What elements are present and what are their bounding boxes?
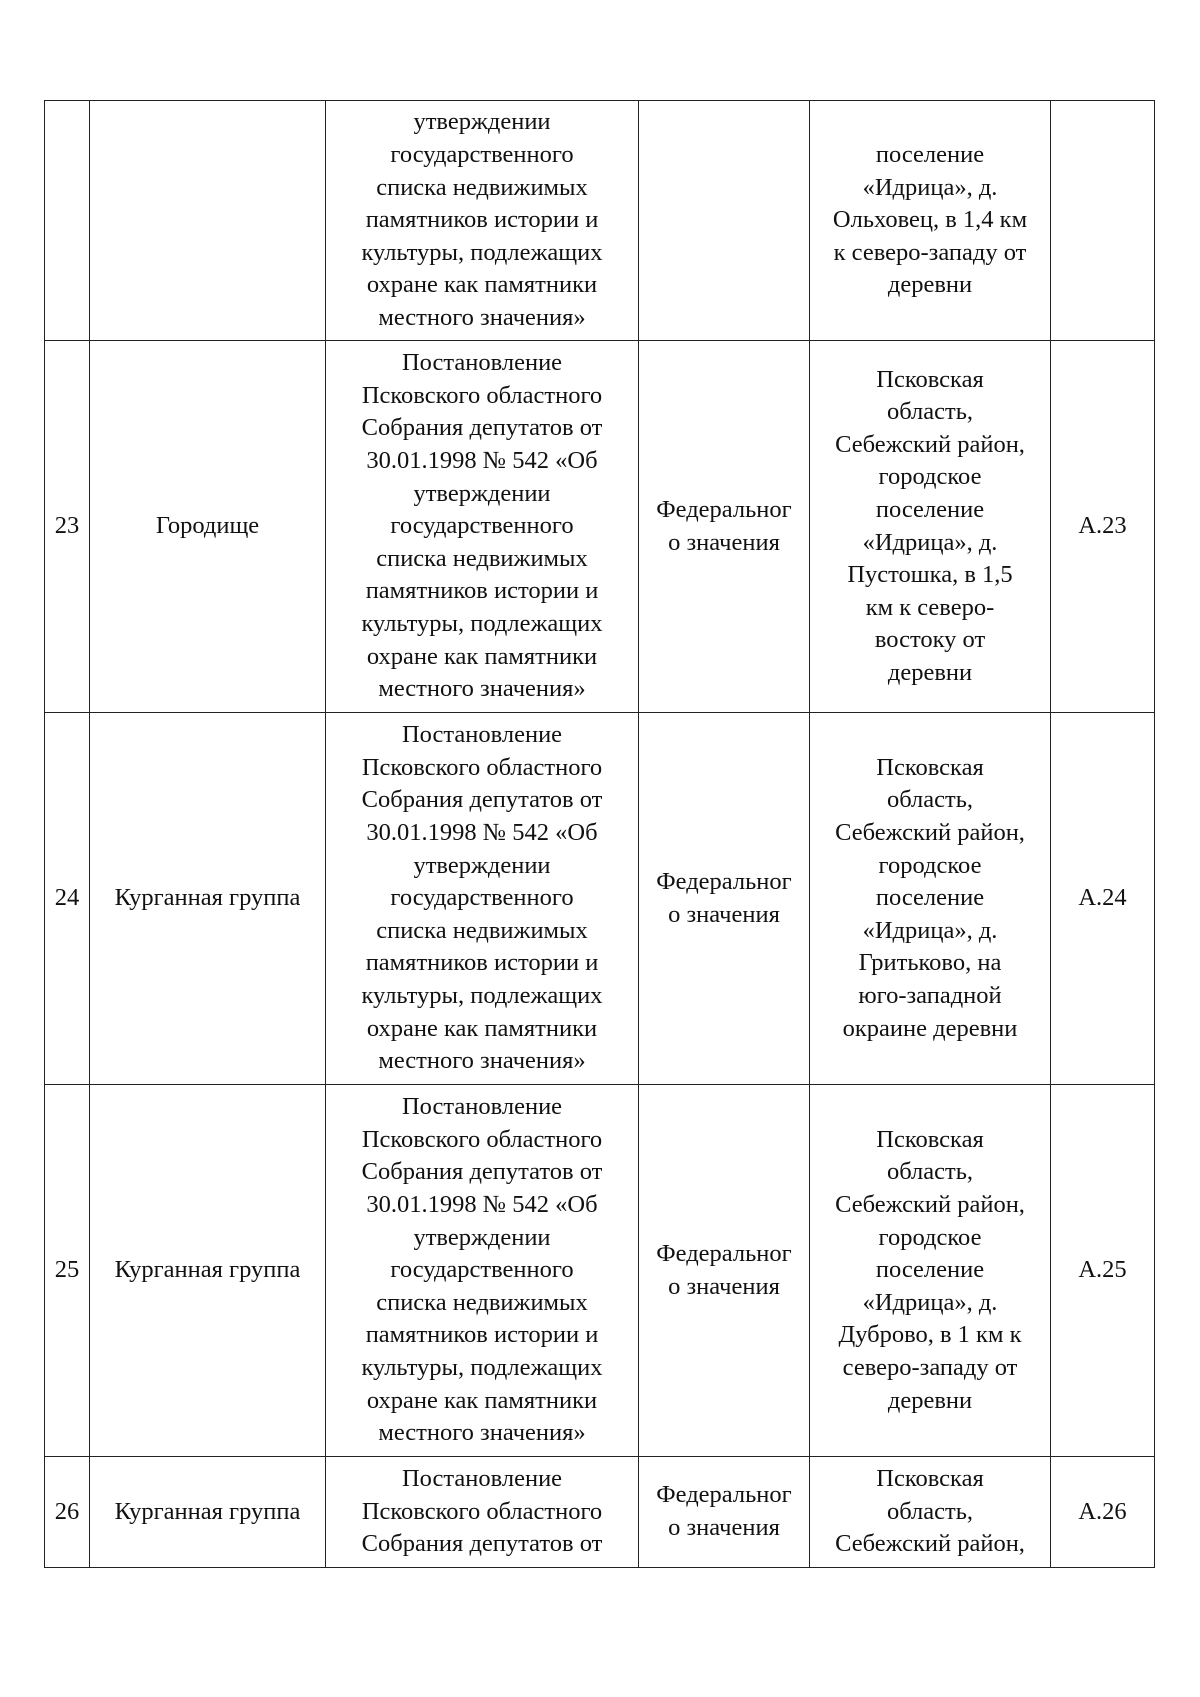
cell-category xyxy=(639,713,810,1085)
category-line: Федеральног xyxy=(656,1239,792,1267)
cell-location xyxy=(810,341,1051,713)
document-line: Постановление xyxy=(401,1093,563,1121)
location-line: поселение xyxy=(875,495,985,523)
cell-code: А.23 xyxy=(1051,341,1155,713)
document-line: Собрания депутатов от xyxy=(361,1530,603,1558)
table-row xyxy=(45,1085,1155,1457)
location-line: область, xyxy=(886,786,974,814)
location-line: окраине деревни xyxy=(842,1014,1018,1042)
location-line: Псковская xyxy=(876,753,984,781)
document-line: местного значения» xyxy=(378,675,586,703)
document-line: государственного xyxy=(390,884,574,912)
location-line: юго-западной xyxy=(858,981,1002,1009)
cell-number: 25 xyxy=(45,1085,90,1457)
cell-document xyxy=(326,341,639,713)
document-line: государственного xyxy=(390,141,574,169)
cell-name: Курганная группа xyxy=(90,1457,326,1568)
cell-name: Курганная группа xyxy=(90,713,326,1085)
document-line: Псковского областного xyxy=(361,753,603,781)
cell-category xyxy=(639,1457,810,1568)
document-line: Псковского областного xyxy=(361,1125,603,1153)
location-line: городское xyxy=(878,463,982,491)
location-line: «Идрица», д. xyxy=(862,916,998,944)
location-line: поселение xyxy=(875,1256,985,1284)
document-line: утверждении xyxy=(413,479,551,507)
cell-number xyxy=(45,101,90,341)
location-line: к северо-западу от xyxy=(833,238,1027,266)
location-line: Себежский район, xyxy=(835,819,1025,847)
location-line: область, xyxy=(886,1158,974,1186)
location-line: Пустошка, в 1,5 xyxy=(847,561,1013,589)
cell-category xyxy=(639,341,810,713)
location-line: км к северо- xyxy=(865,593,995,621)
table-row xyxy=(45,713,1155,1085)
cell-location xyxy=(810,1457,1051,1568)
location-line: Дуброво, в 1 км к xyxy=(838,1321,1022,1349)
document-line: охране как памятники xyxy=(366,1014,598,1042)
location-line: поселение xyxy=(875,141,985,169)
monuments-table xyxy=(44,100,1155,1568)
category-line: Федеральног xyxy=(656,1481,792,1509)
document-line: государственного xyxy=(390,512,574,540)
category-line: о значения xyxy=(668,1272,780,1300)
cell-location xyxy=(810,713,1051,1085)
document-line: Постановление xyxy=(401,721,563,749)
location-line: городское xyxy=(878,851,982,879)
location-line: северо-западу от xyxy=(842,1353,1018,1381)
cell-number: 26 xyxy=(45,1457,90,1568)
cell-code: А.25 xyxy=(1051,1085,1155,1457)
document-line: культуры, подлежащих xyxy=(361,981,603,1009)
category-line: Федеральног xyxy=(656,495,792,523)
location-line: «Идрица», д. xyxy=(862,1288,998,1316)
cell-document xyxy=(326,101,639,341)
document-line: культуры, подлежащих xyxy=(361,238,603,266)
location-line: Псковская xyxy=(876,1125,984,1153)
document-line: памятников истории и xyxy=(365,949,599,977)
document-line: местного значения» xyxy=(378,1419,586,1447)
document-line: местного значения» xyxy=(378,303,586,331)
document-line: охране как памятники xyxy=(366,642,598,670)
document-line: утверждении xyxy=(413,108,551,136)
document-line: Собрания депутатов от xyxy=(361,414,603,442)
category-line: о значения xyxy=(668,528,780,556)
cell-document xyxy=(326,1457,639,1568)
document-line: Собрания депутатов от xyxy=(361,786,603,814)
cell-category xyxy=(639,101,810,341)
location-line: Псковская xyxy=(876,1465,984,1493)
document-line: государственного xyxy=(390,1256,574,1284)
document-line: культуры, подлежащих xyxy=(361,609,603,637)
document-line: 30.01.1998 № 542 «Об xyxy=(366,819,598,847)
table-row xyxy=(45,101,1155,341)
document-line: охране как памятники xyxy=(366,271,598,299)
location-line: «Идрица», д. xyxy=(862,173,998,201)
location-line: поселение xyxy=(875,884,985,912)
document-line: списка недвижимых xyxy=(376,1288,588,1316)
cell-number: 24 xyxy=(45,713,90,1085)
document-line: 30.01.1998 № 542 «Об xyxy=(366,1191,598,1219)
document-line: списка недвижимых xyxy=(376,916,588,944)
location-line: деревни xyxy=(887,658,973,686)
cell-name: Городище xyxy=(90,341,326,713)
cell-document xyxy=(326,713,639,1085)
location-line: «Идрица», д. xyxy=(862,528,998,556)
category-line: Федеральног xyxy=(656,867,792,895)
location-line: Ольховец, в 1,4 км xyxy=(832,206,1028,234)
category-line: о значения xyxy=(668,1514,780,1541)
document-line: утверждении xyxy=(413,1223,551,1251)
location-line: Себежский район, xyxy=(835,1191,1025,1219)
location-line: Себежский район, xyxy=(835,430,1025,458)
table-row xyxy=(45,341,1155,713)
cell-number: 23 xyxy=(45,341,90,713)
location-line: Себежский район, xyxy=(835,1530,1025,1558)
location-line: городское xyxy=(878,1223,982,1251)
location-line: область, xyxy=(886,398,974,426)
document-line: местного значения» xyxy=(378,1047,586,1075)
cell-location xyxy=(810,1085,1051,1457)
document-line: утверждении xyxy=(413,851,551,879)
document-line: списка недвижимых xyxy=(376,173,588,201)
cell-location xyxy=(810,101,1051,341)
document-line: культуры, подлежащих xyxy=(361,1353,603,1381)
location-line: Псковская xyxy=(876,365,984,393)
cell-document xyxy=(326,1085,639,1457)
cell-code: А.26 xyxy=(1051,1457,1155,1568)
cell-code: А.24 xyxy=(1051,713,1155,1085)
document-line: 30.01.1998 № 542 «Об xyxy=(366,447,598,475)
location-line: Гритьково, на xyxy=(858,949,1002,977)
document-line: Постановление xyxy=(401,349,563,377)
document-line: памятников истории и xyxy=(365,577,599,605)
cell-category xyxy=(639,1085,810,1457)
cell-code xyxy=(1051,101,1155,341)
document-line: Собрания депутатов от xyxy=(361,1158,603,1186)
table-row xyxy=(45,1457,1155,1568)
document-line: памятников истории и xyxy=(365,206,599,234)
cell-name: Курганная группа xyxy=(90,1085,326,1457)
document-line: Постановление xyxy=(401,1465,563,1493)
document-line: памятников истории и xyxy=(365,1321,599,1349)
cell-name xyxy=(90,101,326,341)
document-line: Псковского областного xyxy=(361,1497,603,1525)
category-line: о значения xyxy=(668,900,780,928)
document-line: списка недвижимых xyxy=(376,544,588,572)
location-line: область, xyxy=(886,1497,974,1525)
location-line: деревни xyxy=(887,271,973,299)
location-line: деревни xyxy=(887,1386,973,1414)
location-line: востоку от xyxy=(874,626,986,654)
document-line: охране как памятники xyxy=(366,1386,598,1414)
document-line: Псковского областного xyxy=(361,381,603,409)
